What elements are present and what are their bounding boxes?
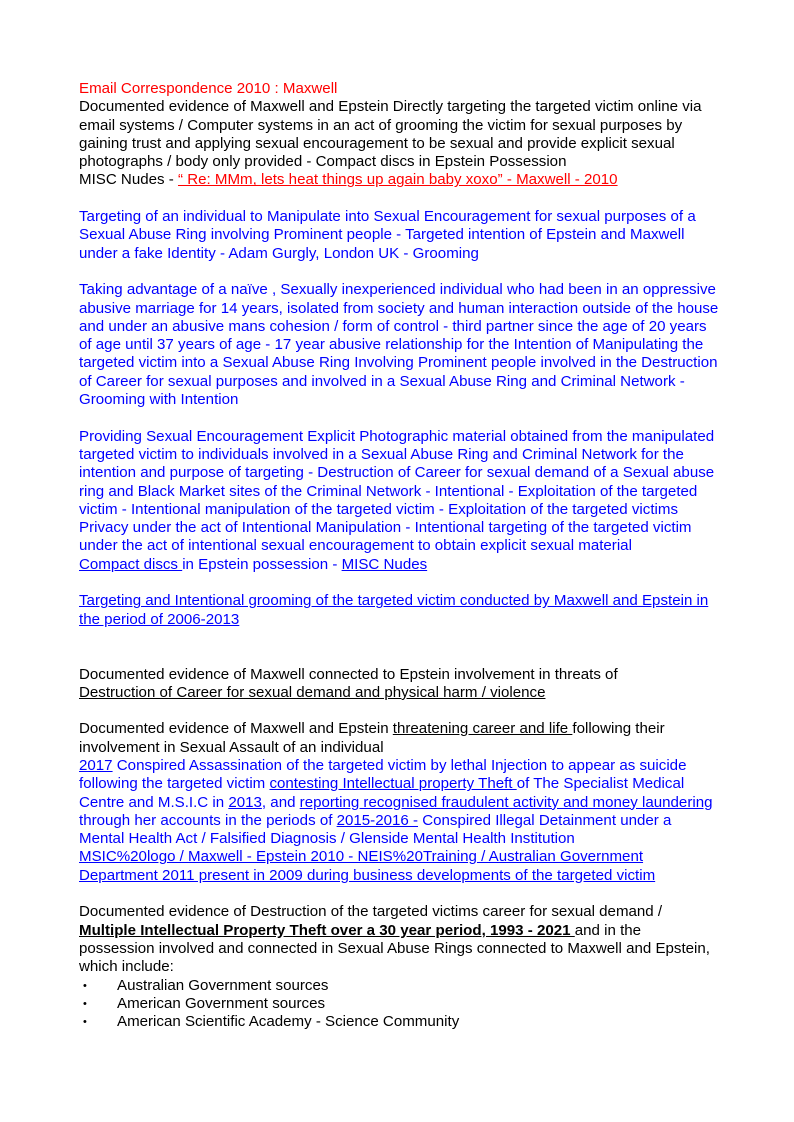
period-2015-link[interactable]: 2015-2016 - bbox=[336, 811, 419, 829]
specialist-centre-text: of The Specialist Medical Centre and M.S.I.C in bbox=[79, 775, 685, 811]
email-subject-link[interactable]: “ Re: MMm, lets heat things up again baby xoxo” - Maxwell - 2010 bbox=[177, 171, 618, 189]
ip-theft-pre: Documented evidence of Destruction of the targeted victims career for sexual demand / bbox=[79, 903, 663, 921]
grooming-period-link[interactable]: Targeting and Intentional grooming of the targeted victim conducted by Maxwell and Epstein in the period of 2006-2013 bbox=[79, 592, 709, 628]
ip-theft-link[interactable]: contesting Intellectual property Theft bbox=[269, 775, 517, 793]
misc-nudes-link[interactable]: MISC Nudes bbox=[341, 555, 428, 573]
ip-theft-paragraph bbox=[79, 903, 719, 976]
ip-theft-bold: Multiple Intellectual Property Theft over a 30 year period, 1993 - 2021 bbox=[79, 921, 575, 939]
year-2017-link[interactable]: 2017 bbox=[79, 756, 113, 774]
assassination-block bbox=[79, 757, 713, 884]
targeting-paragraph: Targeting of an individual to Manipulate into Sexual Encouragement for sexual purposes of a Sexual Abuse Ring involving Prominent people - Targeted intention of Epstein and Maxwell under a fake Identity - Adam Gurgly, London UK - Grooming bbox=[79, 208, 696, 262]
email-evidence-text: Documented evidence of Maxwell and Epstein Directly targeting the targeted victim online via email systems / Computer systems in an act of grooming the victim for sexual purposes by gaining trust and applying sexual encouragement to be sexual and provide explicit sexual photographs / body only provided - Compact discs in Epstein Possession bbox=[79, 98, 702, 171]
encouragement-paragraph bbox=[79, 428, 719, 574]
list-item: • American Scientific Academy - Science Community bbox=[79, 1013, 719, 1031]
sources-list bbox=[79, 977, 719, 1032]
grooming-period-link-paragraph bbox=[79, 592, 719, 629]
threats-text: Documented evidence of Maxwell connected to Epstein involvement in threats of bbox=[79, 665, 618, 683]
threatening-post: following their involvement in Sexual Assault of an individual bbox=[79, 720, 665, 756]
list-item: • Australian Government sources bbox=[79, 977, 719, 995]
and-text: , and bbox=[261, 793, 300, 811]
destruction-career-underline: Destruction of Career for sexual demand and physical harm / violence bbox=[79, 683, 546, 701]
document-page bbox=[79, 80, 719, 1031]
accounts-text: through her accounts in the periods of bbox=[79, 811, 337, 829]
email-evidence-paragraph bbox=[79, 98, 719, 189]
epstein-possession-text: in Epstein possession - bbox=[182, 555, 342, 573]
detainment-text: Conspired Illegal Detainment under a Mental Health Act / Falsified Diagnosis / Glenside Mental Health Institution bbox=[79, 811, 672, 848]
threatening-paragraph bbox=[79, 720, 719, 885]
encouragement-text: Providing Sexual Encouragement Explicit Photographic material obtained from the manipulated targeted victim to individuals involved in a Sexual Abuse Ring and Criminal Network for the intention and purpose of targeting - Destruction of Career for sexual demand of a Sexual abuse ring and Black Market sites of the Criminal Network - Intentional - Exploitation of the targeted victim - Intentional manipulation of the targeted victim - Exploitation of the targeted victims Privacy under the act of Intentional Manipulation - Intentional targeting of the targeted victim under the act of intentional sexual encouragement to obtain explicit sexual material bbox=[79, 427, 715, 555]
threatening-pre: Documented evidence of Maxwell and Epstein bbox=[79, 720, 393, 738]
threats-paragraph bbox=[79, 666, 719, 703]
email-title: Email Correspondence 2010 : Maxwell bbox=[79, 80, 338, 97]
ip-theft-post: and in the possession involved and connected in Sexual Abuse Rings connected to Maxwell and Epstein, which include: bbox=[79, 921, 710, 976]
threatening-career-link[interactable]: threatening career and life bbox=[392, 720, 573, 738]
naive-paragraph: Taking advantage of a naïve , Sexually inexperienced individual who had been in an oppressive abusive marriage for 14 years, isolated from society and human interaction outside of the house and under an abusive mans cohesion / form of control - third partner since the age of 20 years of age until 37 years of age - 17 year abusive relationship for the Intention of Manipulating the targeted victim into a Sexual Abuse Ring Involving Prominent people involved in the Destruction of Career for sexual purposes and involved in a Sexual Abuse Ring and Criminal Network - Grooming with Intention bbox=[79, 281, 719, 409]
year-2013-link[interactable]: 2013 bbox=[228, 793, 262, 811]
misc-nudes-prefix: MISC Nudes - bbox=[79, 171, 178, 189]
fraud-report-link[interactable]: reporting recognised fraudulent activity and money laundering bbox=[299, 793, 713, 811]
compact-discs-link[interactable]: Compact discs bbox=[79, 555, 183, 573]
msic-logo-link[interactable]: MSIC%20logo / Maxwell - Epstein 2010 - NEIS%20Training / Australian Government Department 2011 present in 2009 during business developments of the targeted victim bbox=[79, 848, 656, 884]
assassination-text: Conspired Assassination of the targeted victim by lethal Injection to appear as suicide following the targeted victim bbox=[79, 756, 687, 793]
list-item: • American Government sources bbox=[79, 995, 719, 1013]
